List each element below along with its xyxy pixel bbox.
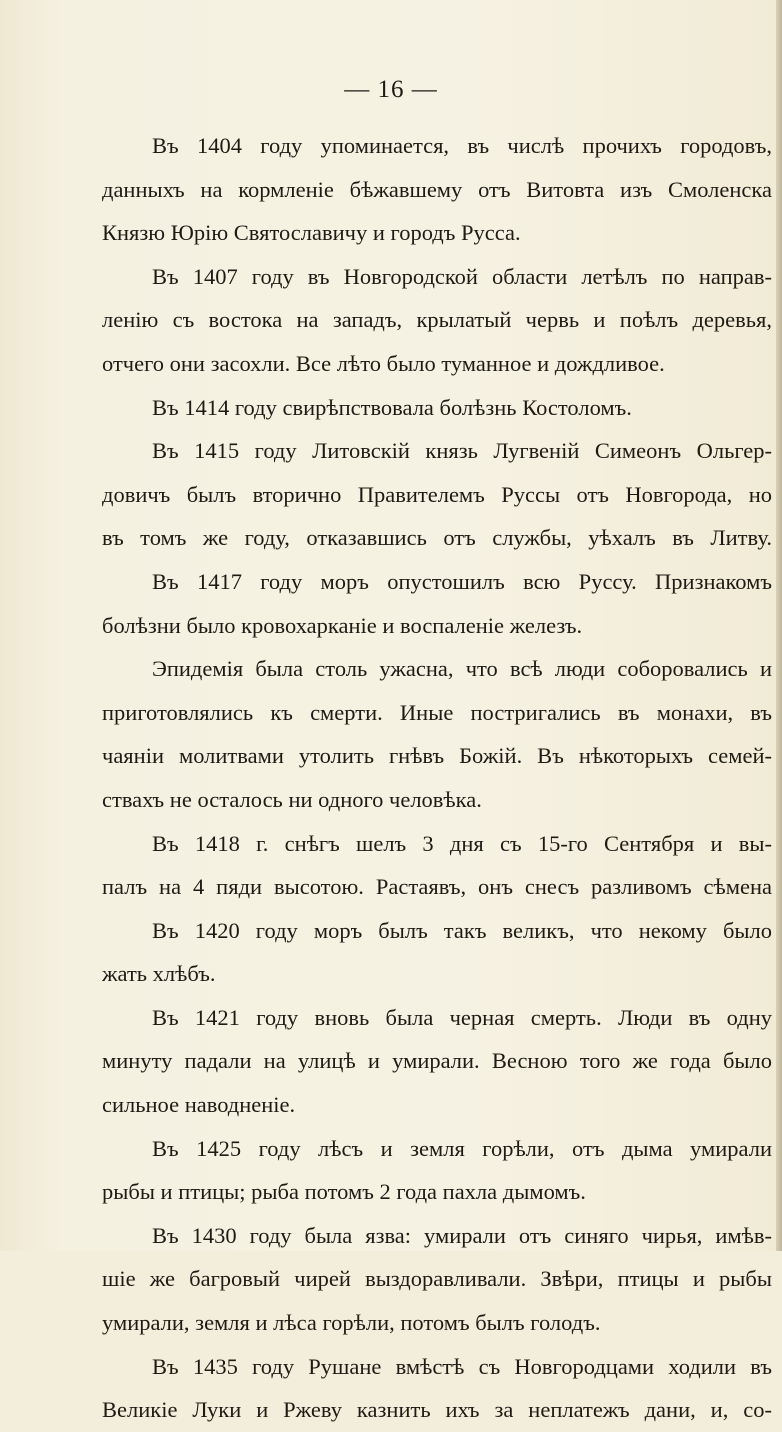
text-line: рыбы и птицы; рыба потомъ 2 года пахла дымомъ. [102, 1179, 586, 1205]
text-line: умирали, земля и лѣса горѣли, потомъ былъ голодъ. [102, 1310, 601, 1336]
text-line: Въ 1421 году вновь была черная смерть. Люди въ одну [152, 1004, 772, 1030]
text-line: приготовлялись къ смерти. Иные постригались въ монахи, въ [102, 699, 772, 725]
text-line: Въ 1415 году Литовскій князь Лугвеній Симеонъ Ольгер- [152, 438, 772, 464]
text-line: Въ 1418 г. снѣгъ шелъ 3 дня съ 15-го Сентября и вы- [152, 830, 772, 856]
text-line: болѣзни было кровохарканіе и воспаленіе железъ. [102, 612, 583, 638]
text-line: довичъ былъ вторично Правителемъ Руссы отъ Новгорода, но [102, 481, 772, 507]
text-line: Эпидемія была столь ужасна, что всѣ люди соборовались и [152, 656, 772, 682]
page-edge [776, 0, 782, 1251]
text-line: Великіе Луки и Ржеву казнить ихъ за неплатежъ дани, и, со- [102, 1397, 772, 1423]
text-line: минуту падали на улицѣ и умирали. Весною того же года было [102, 1048, 772, 1074]
text-line: Въ 1417 году моръ опустошилъ всю Руссу. Признакомъ [152, 568, 772, 594]
text-line: шіе же багровый чирей выздоравливали. Звѣри, птицы и рыбы [102, 1266, 772, 1292]
text-line: Въ 1420 году моръ былъ такъ великъ, что некому было [152, 917, 772, 943]
text-line: сильное наводненіе. [102, 1092, 296, 1118]
text-line: Въ 1407 году въ Новгородской области летѣлъ по направ- [152, 263, 772, 289]
text-line: въ томъ же году, отказавшись отъ службы, уѣхалъ въ Литву. [102, 525, 772, 551]
text-line: Въ 1430 году была язва: умирали отъ синяго чирья, имѣв- [152, 1222, 772, 1248]
text-line: Въ 1425 году лѣсъ и земля горѣли, отъ дыма умирали [152, 1135, 772, 1161]
text-line: ствахъ не осталось ни одного человѣка. [102, 786, 482, 812]
text-line: Князю Юрію Святославичу и городъ Русса. [102, 220, 521, 246]
text-line: ленію съ востока на западъ, крылатый червь и поѣлъ деревья, [102, 307, 772, 333]
text-line: отчего они засохли. Все лѣто было туманное и дождливое. [102, 350, 665, 376]
body-text [102, 124, 772, 1432]
text-line: Въ 1414 году свирѣпствовала болѣзнь Костоломъ. [152, 394, 632, 420]
page-number: — 16 — [344, 76, 438, 103]
text-line: палъ на 4 пяди высотою. Растаявъ, онъ снесъ разливомъ сѣмена [102, 874, 772, 900]
text-line: чаяніи молитвами утолить гнѣвъ Божій. Въ нѣкоторыхъ семей- [102, 743, 772, 769]
text-line: Въ 1404 году упоминается, въ числѣ прочихъ городовъ, [152, 133, 772, 158]
text-line: данныхъ на кормленіе бѣжавшему отъ Витовта изъ Смоленска [102, 176, 772, 202]
text-line: жать хлѣбъ. [102, 961, 216, 987]
text-line: Въ 1435 году Рушане вмѣстѣ съ Новгородцами ходили въ [152, 1353, 772, 1379]
